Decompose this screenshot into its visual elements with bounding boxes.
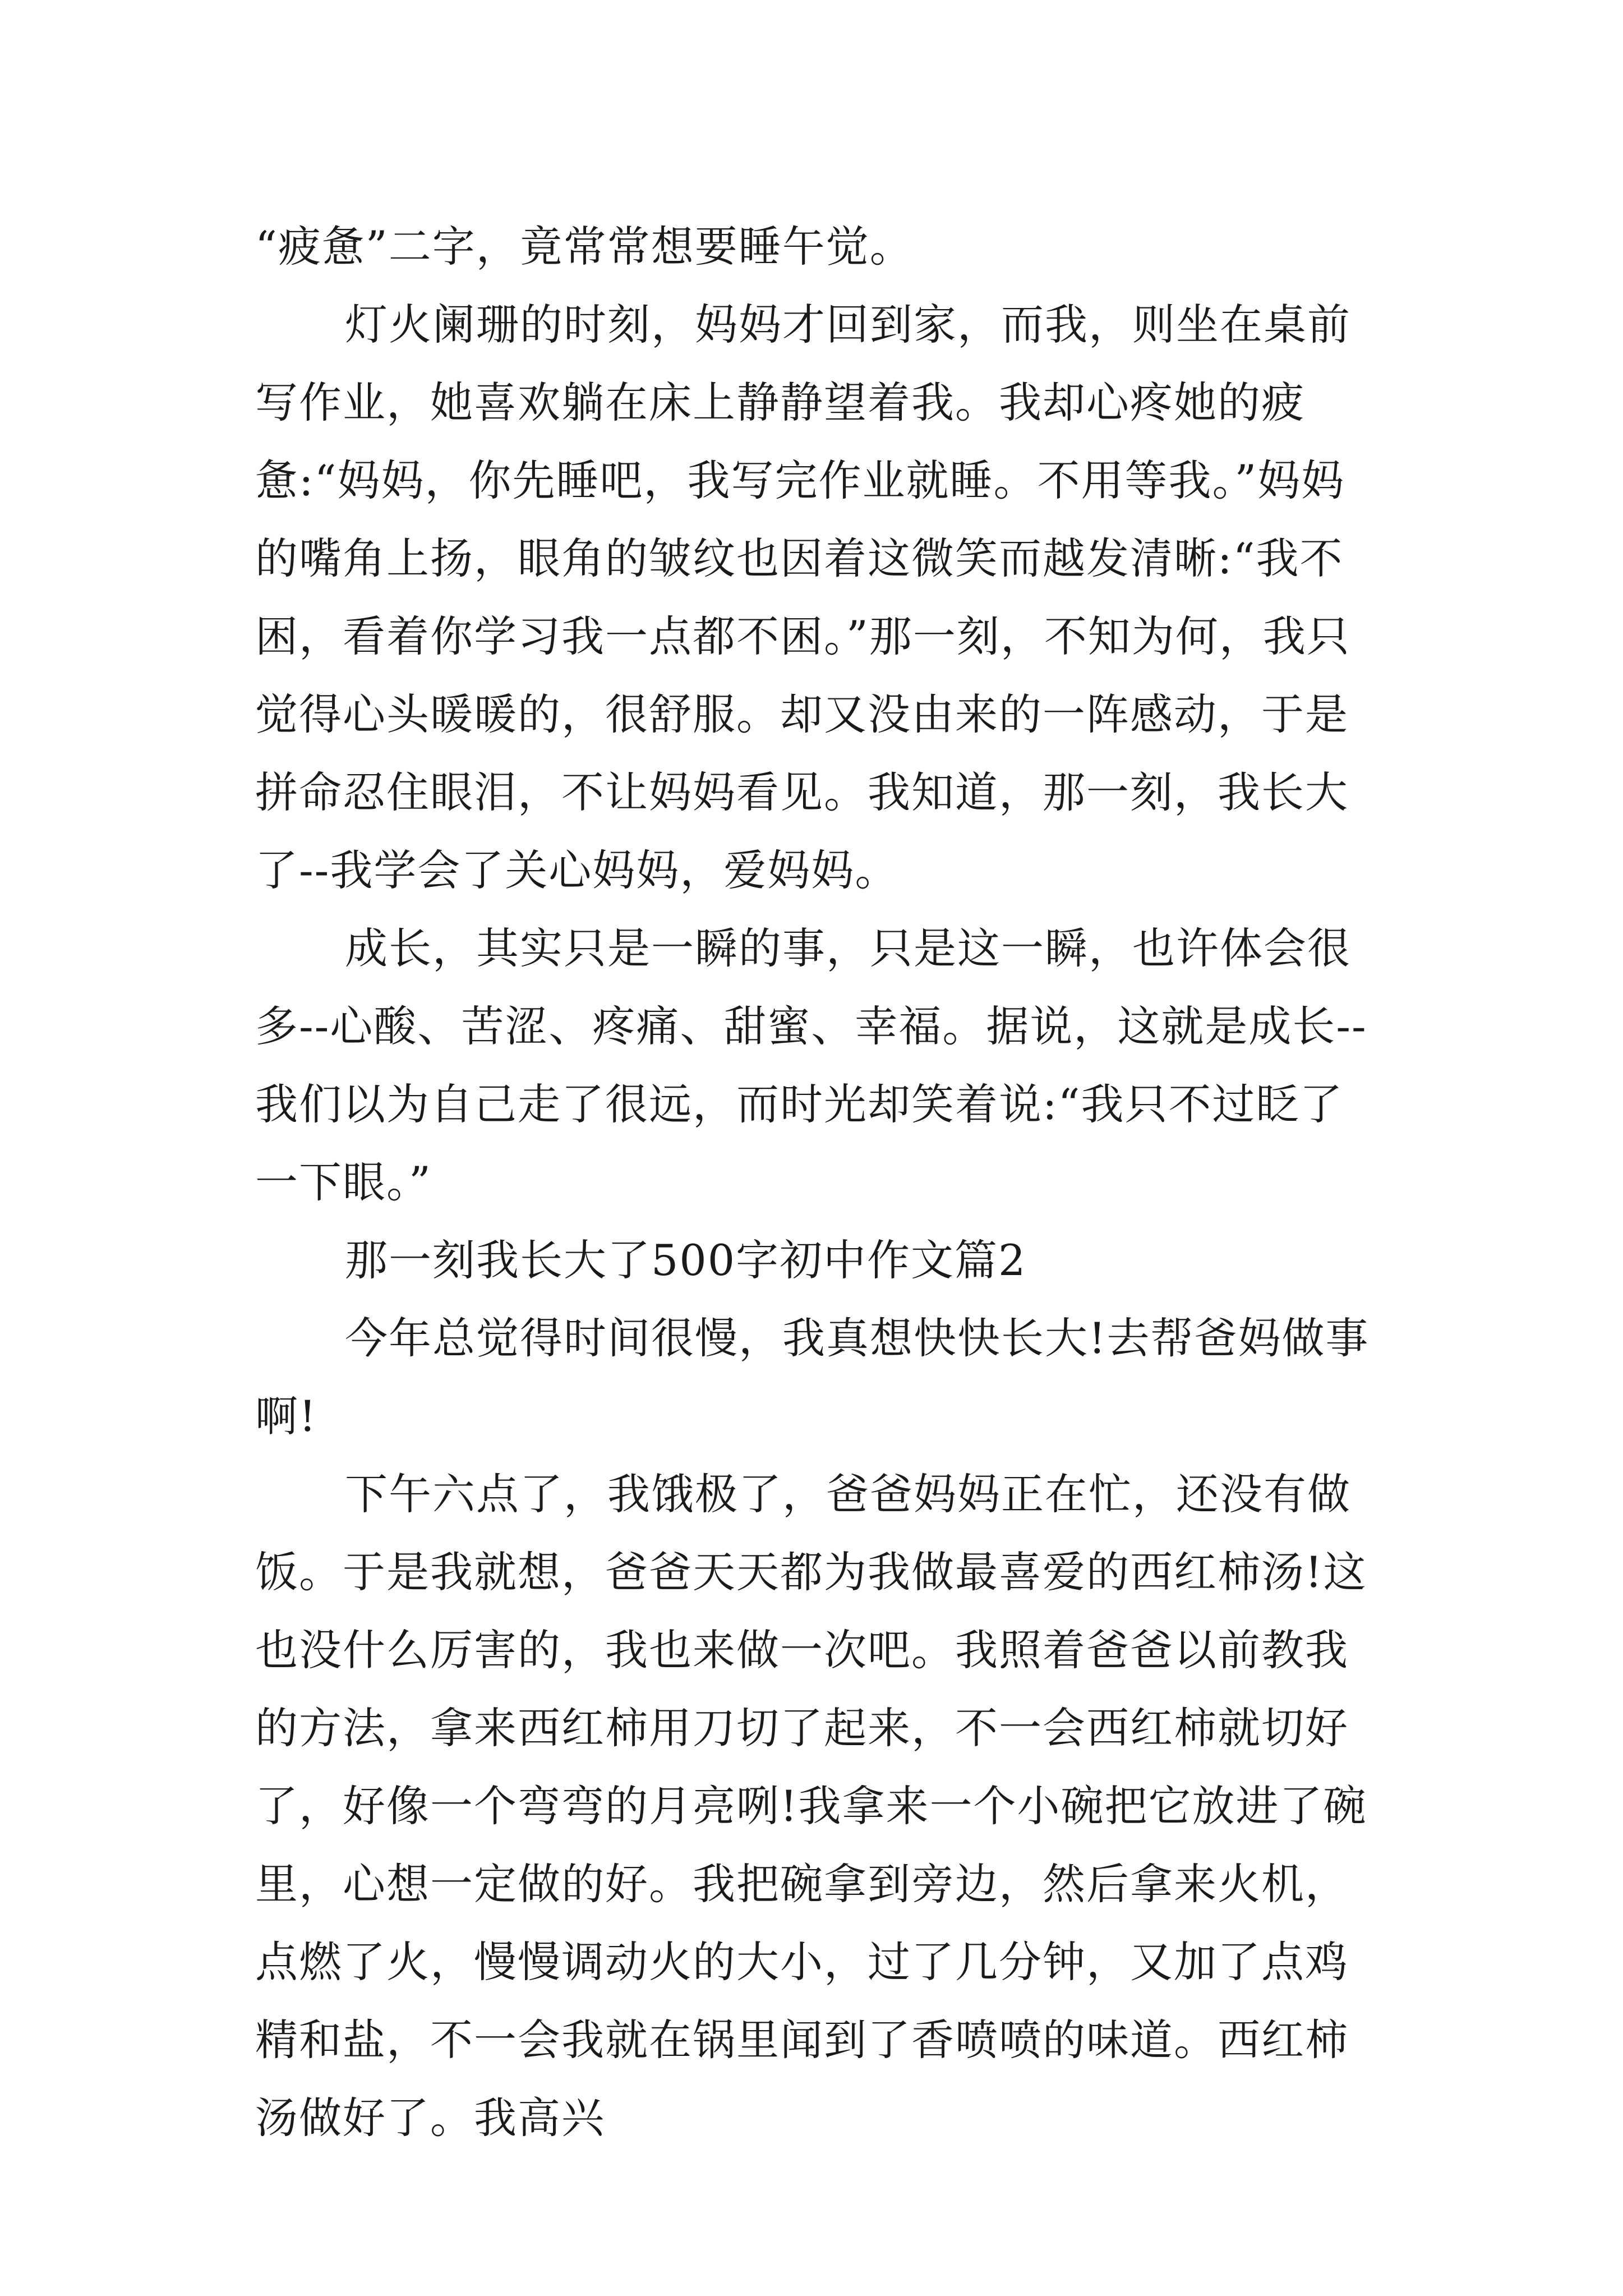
paragraph-2: 灯火阑珊的时刻，妈妈才回到家，而我，则坐在桌前写作业，她喜欢躺在床上静静望着我。我却心疼她的疲惫:“妈妈，你先睡吧，我写完作业就睡。不用等我。”妈妈的嘴角上扬，眼角的皱纹也因着这微笑而越发清晰:“我不困，看着你学习我一点都不困。”那一刻，不知为何，我只觉得心头暖暖的，很舒服。却又没由来的一阵感动，于是拼命忍住眼泪，不让妈妈看见。我知道，那一刻，我长大了--我学会了关心妈妈，爱妈妈。 xyxy=(255,300,1351,895)
paragraph-4: 今年总觉得时间很慢，我真想快快长大!去帮爸妈做事啊! xyxy=(255,1313,1370,1441)
section-title: 那一刻我长大了500字初中作文篇2 xyxy=(345,1235,1027,1285)
paragraph-5: 下午六点了，我饿极了，爸爸妈妈正在忙，还没有做饭。于是我就想，爸爸天天都为我做最喜爱的西红柿汤!这也没什么厉害的，我也来做一次吧。我照着爸爸以前教我的方法，拿来西红柿用刀切了起来，不一会西红柿就切好了，好像一个弯弯的月亮咧!我拿来一个小碗把它放进了碗里，心想一定做的好。我把碗拿到旁边，然后拿来火机，点燃了火，慢慢调动火的大小，过了几分钟，又加了点鸡精和盐，不一会我就在锅里闻到了香喷喷的味道。西红柿汤做好了。我高兴 xyxy=(255,1469,1367,2143)
paragraph-3: 成长，其实只是一瞬的事，只是这一瞬，也许体会很多--心酸、苦涩、疼痛、甜蜜、幸福。据说，这就是成长--我们以为自己走了很远，而时光却笑着说:“我只不过眨了一下眼。” xyxy=(255,923,1367,1207)
document-body xyxy=(255,208,1377,2157)
paragraph-1: “疲惫”二字，竟常常想要睡午觉。 xyxy=(255,222,914,272)
